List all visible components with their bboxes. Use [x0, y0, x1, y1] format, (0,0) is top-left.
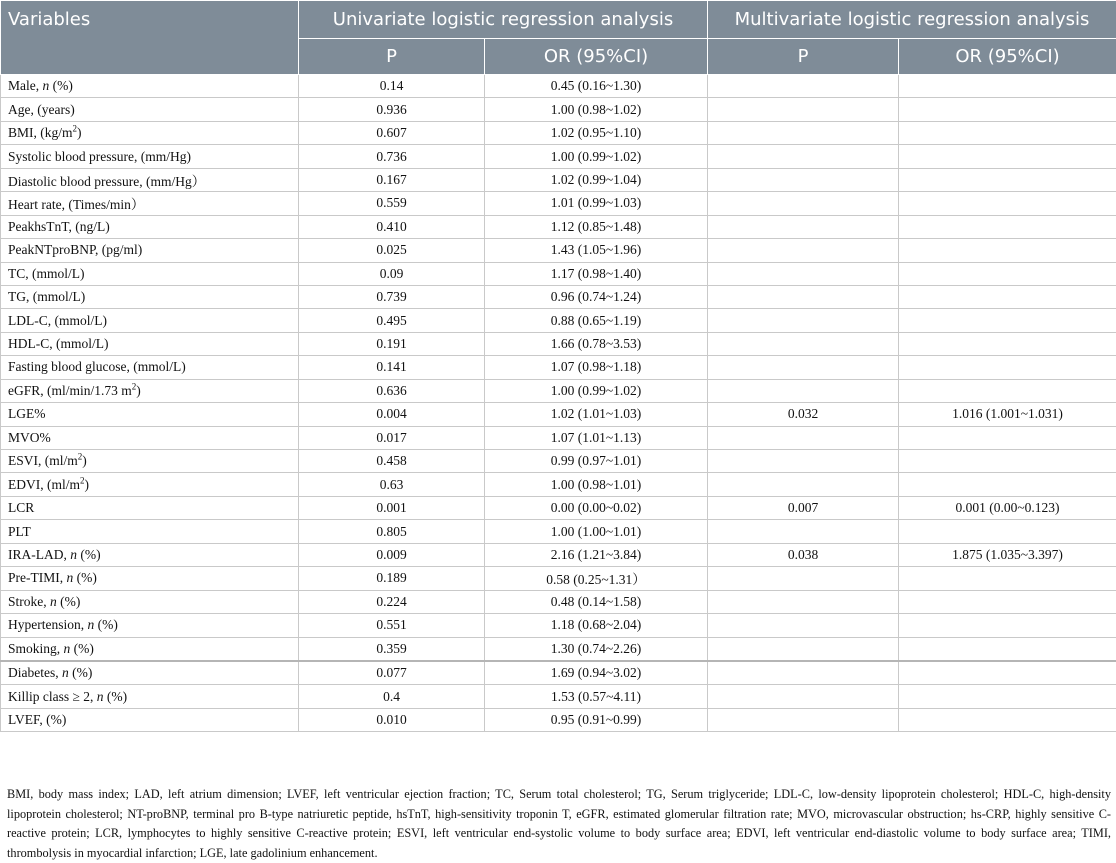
multivariate-or-cell: 0.001 (0.00~0.123) [899, 496, 1116, 519]
univariate-p-cell: 0.191 [299, 332, 485, 355]
table-row [1, 192, 1116, 215]
univariate-or-cell: 0.95 (0.91~0.99) [485, 708, 708, 731]
variable-superscript: 2 [80, 475, 85, 485]
variable-cell [1, 98, 299, 121]
variable-name: PLT [8, 524, 31, 539]
variable-cell [1, 309, 299, 332]
variable-cell [1, 75, 299, 98]
variable-name: eGFR, (ml/min/1.73 m [8, 383, 132, 398]
table-row [1, 661, 1116, 685]
table-row [1, 426, 1116, 449]
header-variables: Variables [1, 1, 299, 75]
variable-suffix: (%) [69, 665, 93, 680]
multivariate-or-cell [899, 145, 1116, 168]
variable-cell [1, 356, 299, 379]
variable-name: Heart rate, (Times/min） [8, 197, 144, 212]
univariate-p-cell: 0.224 [299, 590, 485, 613]
univariate-p-cell: 0.167 [299, 168, 485, 191]
variable-name: Hypertension, [8, 617, 87, 632]
table-row [1, 168, 1116, 191]
multivariate-or-cell [899, 285, 1116, 308]
univariate-or-cell: 1.00 (0.98~1.01) [485, 473, 708, 496]
variable-name: Diabetes, [8, 665, 62, 680]
variable-cell [1, 496, 299, 519]
multivariate-or-cell [899, 685, 1116, 708]
multivariate-or-cell [899, 332, 1116, 355]
variable-name: EDVI, (ml/m [8, 477, 80, 492]
multivariate-p-cell [708, 285, 899, 308]
table-row [1, 496, 1116, 519]
variable-italic: n [64, 641, 71, 656]
univariate-p-cell: 0.09 [299, 262, 485, 285]
univariate-p-cell: 0.559 [299, 192, 485, 215]
variable-name: IRA-LAD, [8, 547, 70, 562]
variable-name: Pre-TIMI, [8, 570, 66, 585]
variable-name: HDL-C, (mmol/L) [8, 336, 109, 351]
variable-cell [1, 661, 299, 685]
variable-name: Age, (years) [8, 102, 75, 117]
variable-name: LCR [8, 500, 34, 515]
multivariate-p-cell [708, 215, 899, 238]
variable-cell [1, 403, 299, 426]
table-row [1, 145, 1116, 168]
univariate-or-cell: 1.07 (0.98~1.18) [485, 356, 708, 379]
variable-cell [1, 239, 299, 262]
univariate-p-cell: 0.636 [299, 379, 485, 402]
variable-cell [1, 145, 299, 168]
variable-name: LDL-C, (mmol/L) [8, 313, 107, 328]
table-row [1, 473, 1116, 496]
table-row [1, 403, 1116, 426]
variable-italic: n [66, 570, 73, 585]
variable-name: BMI, (kg/m [8, 125, 73, 140]
variable-cell [1, 215, 299, 238]
variable-cell [1, 426, 299, 449]
univariate-or-cell: 0.88 (0.65~1.19) [485, 309, 708, 332]
variable-cell [1, 262, 299, 285]
univariate-or-cell: 1.66 (0.78~3.53) [485, 332, 708, 355]
header-multivariate-p: P [708, 39, 899, 75]
variable-name: Stroke, [8, 594, 50, 609]
multivariate-or-cell [899, 168, 1116, 191]
univariate-p-cell: 0.495 [299, 309, 485, 332]
multivariate-p-cell: 0.032 [708, 403, 899, 426]
variable-cell [1, 450, 299, 473]
variable-cell [1, 285, 299, 308]
multivariate-or-cell [899, 661, 1116, 685]
multivariate-or-cell [899, 309, 1116, 332]
univariate-or-cell: 1.02 (0.99~1.04) [485, 168, 708, 191]
multivariate-p-cell [708, 262, 899, 285]
univariate-p-cell: 0.551 [299, 614, 485, 637]
univariate-or-cell: 2.16 (1.21~3.84) [485, 543, 708, 566]
table-row [1, 356, 1116, 379]
variable-cell [1, 590, 299, 613]
variable-name: MVO% [8, 430, 51, 445]
table-row [1, 379, 1116, 402]
multivariate-or-cell: 1.875 (1.035~3.397) [899, 543, 1116, 566]
univariate-p-cell: 0.077 [299, 661, 485, 685]
univariate-or-cell: 1.00 (1.00~1.01) [485, 520, 708, 543]
table-row [1, 685, 1116, 708]
variable-suffix: (%) [73, 570, 97, 585]
multivariate-or-cell [899, 614, 1116, 637]
univariate-or-cell: 1.02 (1.01~1.03) [485, 403, 708, 426]
variable-cell [1, 520, 299, 543]
table-row [1, 309, 1116, 332]
univariate-or-cell: 1.01 (0.99~1.03) [485, 192, 708, 215]
multivariate-p-cell [708, 520, 899, 543]
variable-cell [1, 332, 299, 355]
table-body [1, 75, 1116, 732]
variable-italic: n [70, 547, 77, 562]
univariate-or-cell: 1.69 (0.94~3.02) [485, 661, 708, 685]
variable-italic: n [87, 617, 94, 632]
variable-cell [1, 473, 299, 496]
multivariate-p-cell [708, 192, 899, 215]
variable-name: Diastolic blood pressure, (mm/Hg） [8, 174, 205, 189]
univariate-p-cell: 0.63 [299, 473, 485, 496]
multivariate-or-cell [899, 637, 1116, 661]
variable-superscript: 2 [132, 381, 137, 391]
multivariate-p-cell [708, 473, 899, 496]
univariate-p-cell: 0.359 [299, 637, 485, 661]
table-footnote: BMI, body mass index; LAD, left atrium dimension; LVEF, left ventricular ejection fraction; TC, Serum total cholesterol; TG, Serum triglyceride; LDL-C, low-density lipoprotein cholesterol; HDL-C, high-density lipoprotein cholesterol; NT-proBNP, terminal pro B-type natriuretic peptide, hsTnT, high-sensitivity troponin T, eGFR, estimated glomerular filtration rate; MVO, microvascular obstruction; hs-CRP, highly sensitive C-reactive protein; LCR, lymphocytes to highly sensitive C-reactive protein; ESVI, left ventricular end-systolic volume to body surface area; EDVI, left ventricular end-diastolic volume to body surface area; TIMI, thrombolysis in myocardial infarction; LGE, late gadolinium enhancement. [7, 785, 1111, 863]
multivariate-p-cell [708, 239, 899, 262]
multivariate-or-cell [899, 473, 1116, 496]
variable-name: Killip class ≥ 2, [8, 689, 97, 704]
header-univariate-or: OR (95%CI) [485, 39, 708, 75]
multivariate-p-cell [708, 168, 899, 191]
table-row [1, 567, 1116, 590]
univariate-p-cell: 0.009 [299, 543, 485, 566]
multivariate-p-cell [708, 356, 899, 379]
multivariate-or-cell [899, 379, 1116, 402]
variable-cell [1, 614, 299, 637]
univariate-p-cell: 0.004 [299, 403, 485, 426]
variable-superscript: 2 [73, 124, 78, 134]
multivariate-or-cell [899, 239, 1116, 262]
variable-name: LVEF, (%) [8, 712, 66, 727]
univariate-or-cell: 0.99 (0.97~1.01) [485, 450, 708, 473]
header-univariate-p: P [299, 39, 485, 75]
table-row [1, 614, 1116, 637]
variable-name: Systolic blood pressure, (mm/Hg) [8, 149, 191, 164]
multivariate-p-cell [708, 450, 899, 473]
table-row [1, 332, 1116, 355]
table-row [1, 215, 1116, 238]
univariate-or-cell: 0.58 (0.25~1.31） [485, 567, 708, 590]
multivariate-p-cell [708, 661, 899, 685]
univariate-p-cell: 0.14 [299, 75, 485, 98]
header-multivariate-or: OR (95%CI) [899, 39, 1116, 75]
variable-name: PeakNTproBNP, (pg/ml) [8, 242, 142, 257]
multivariate-or-cell: 1.016 (1.001~1.031) [899, 403, 1116, 426]
univariate-or-cell: 1.53 (0.57~4.11) [485, 685, 708, 708]
table-row [1, 520, 1116, 543]
univariate-p-cell: 0.736 [299, 145, 485, 168]
univariate-or-cell: 1.12 (0.85~1.48) [485, 215, 708, 238]
multivariate-or-cell [899, 567, 1116, 590]
univariate-or-cell: 1.00 (0.99~1.02) [485, 379, 708, 402]
univariate-or-cell: 0.48 (0.14~1.58) [485, 590, 708, 613]
multivariate-or-cell [899, 356, 1116, 379]
multivariate-p-cell [708, 426, 899, 449]
univariate-p-cell: 0.189 [299, 567, 485, 590]
univariate-or-cell: 1.00 (0.99~1.02) [485, 145, 708, 168]
variable-cell [1, 121, 299, 144]
variable-name: ESVI, (ml/m [8, 453, 78, 468]
variable-italic: n [43, 78, 50, 93]
table-row [1, 543, 1116, 566]
variable-suffix: (%) [104, 689, 128, 704]
table-row [1, 708, 1116, 731]
multivariate-p-cell [708, 145, 899, 168]
variable-cell [1, 192, 299, 215]
multivariate-p-cell [708, 98, 899, 121]
table-row [1, 590, 1116, 613]
multivariate-or-cell [899, 426, 1116, 449]
variable-suffix: ) [77, 125, 82, 140]
univariate-p-cell: 0.458 [299, 450, 485, 473]
table-row [1, 75, 1116, 98]
multivariate-p-cell [708, 614, 899, 637]
univariate-or-cell: 1.07 (1.01~1.13) [485, 426, 708, 449]
univariate-p-cell: 0.410 [299, 215, 485, 238]
variable-suffix: (%) [77, 547, 101, 562]
multivariate-p-cell [708, 637, 899, 661]
variable-cell [1, 543, 299, 566]
univariate-p-cell: 0.805 [299, 520, 485, 543]
variable-name: TC, (mmol/L) [8, 266, 85, 281]
univariate-p-cell: 0.936 [299, 98, 485, 121]
univariate-or-cell: 0.45 (0.16~1.30) [485, 75, 708, 98]
variable-italic: n [50, 594, 57, 609]
multivariate-p-cell [708, 75, 899, 98]
multivariate-or-cell [899, 75, 1116, 98]
multivariate-or-cell [899, 450, 1116, 473]
variable-superscript: 2 [78, 452, 83, 462]
variable-name: PeakhsTnT, (ng/L) [8, 219, 110, 234]
univariate-p-cell: 0.141 [299, 356, 485, 379]
multivariate-or-cell [899, 98, 1116, 121]
variable-italic: n [62, 665, 69, 680]
variable-cell [1, 567, 299, 590]
univariate-or-cell: 1.18 (0.68~2.04) [485, 614, 708, 637]
multivariate-p-cell: 0.007 [708, 496, 899, 519]
multivariate-p-cell [708, 567, 899, 590]
univariate-p-cell: 0.001 [299, 496, 485, 519]
variable-suffix: (%) [94, 617, 118, 632]
multivariate-or-cell [899, 192, 1116, 215]
univariate-or-cell: 1.43 (1.05~1.96) [485, 239, 708, 262]
table-row [1, 262, 1116, 285]
variable-name: Male, [8, 78, 43, 93]
variable-name: LGE% [8, 406, 46, 421]
variable-name: Smoking, [8, 641, 64, 656]
variable-suffix: ) [136, 383, 141, 398]
variable-cell [1, 685, 299, 708]
multivariate-or-cell [899, 520, 1116, 543]
table-row [1, 239, 1116, 262]
variable-cell [1, 708, 299, 731]
multivariate-or-cell [899, 215, 1116, 238]
univariate-p-cell: 0.017 [299, 426, 485, 449]
univariate-or-cell: 0.00 (0.00~0.02) [485, 496, 708, 519]
multivariate-p-cell [708, 332, 899, 355]
multivariate-p-cell [708, 685, 899, 708]
table-row [1, 121, 1116, 144]
multivariate-p-cell [708, 590, 899, 613]
table-row [1, 285, 1116, 308]
variable-suffix: ) [85, 477, 90, 492]
univariate-p-cell: 0.025 [299, 239, 485, 262]
variable-suffix: ) [82, 453, 87, 468]
univariate-p-cell: 0.010 [299, 708, 485, 731]
multivariate-p-cell [708, 121, 899, 144]
univariate-p-cell: 0.4 [299, 685, 485, 708]
univariate-or-cell: 0.96 (0.74~1.24) [485, 285, 708, 308]
variable-name: Fasting blood glucose, (mmol/L) [8, 359, 186, 374]
multivariate-or-cell [899, 708, 1116, 731]
header-multivariate: Multivariate logistic regression analysis [708, 1, 1116, 39]
variable-name: TG, (mmol/L) [8, 289, 85, 304]
variable-suffix: (%) [57, 594, 81, 609]
header-univariate: Univariate logistic regression analysis [299, 1, 708, 39]
univariate-or-cell: 1.17 (0.98~1.40) [485, 262, 708, 285]
univariate-p-cell: 0.607 [299, 121, 485, 144]
multivariate-or-cell [899, 262, 1116, 285]
multivariate-p-cell: 0.038 [708, 543, 899, 566]
univariate-or-cell: 1.00 (0.98~1.02) [485, 98, 708, 121]
table-row [1, 98, 1116, 121]
variable-cell [1, 637, 299, 661]
univariate-or-cell: 1.02 (0.95~1.10) [485, 121, 708, 144]
multivariate-or-cell [899, 121, 1116, 144]
table-row [1, 637, 1116, 661]
univariate-or-cell: 1.30 (0.74~2.26) [485, 637, 708, 661]
variable-cell [1, 168, 299, 191]
variable-cell [1, 379, 299, 402]
univariate-p-cell: 0.739 [299, 285, 485, 308]
table-row [1, 450, 1116, 473]
multivariate-or-cell [899, 590, 1116, 613]
variable-suffix: (%) [70, 641, 94, 656]
multivariate-p-cell [708, 379, 899, 402]
multivariate-p-cell [708, 309, 899, 332]
variable-italic: n [97, 689, 104, 704]
variable-suffix: (%) [49, 78, 73, 93]
multivariate-p-cell [708, 708, 899, 731]
